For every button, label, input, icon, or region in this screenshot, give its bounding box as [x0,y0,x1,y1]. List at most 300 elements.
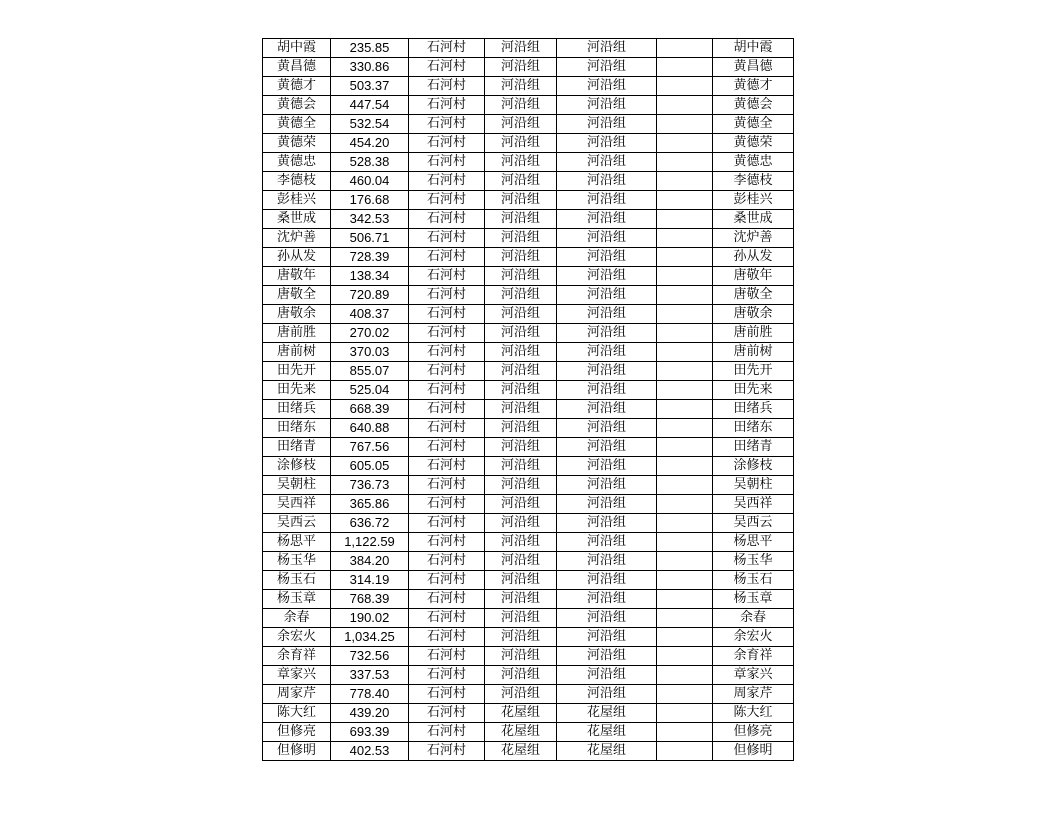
amount-cell: 447.54 [331,96,409,115]
group-cell: 河沿组 [485,172,557,191]
name-cell: 涂修枝 [263,457,331,476]
name-cell: 章家兴 [263,666,331,685]
group-repeat-cell: 河沿组 [557,305,657,324]
group-repeat-cell: 河沿组 [557,343,657,362]
amount-cell: 454.20 [331,134,409,153]
village-cell: 石河村 [409,685,485,704]
name-cell: 田绪东 [263,419,331,438]
village-cell: 石河村 [409,723,485,742]
name-cell: 但修明 [263,742,331,761]
group-repeat-cell: 河沿组 [557,590,657,609]
table-row [263,666,794,685]
blank-cell [657,704,713,723]
group-repeat-cell: 河沿组 [557,39,657,58]
blank-cell [657,324,713,343]
table-row [263,438,794,457]
table-row [263,647,794,666]
amount-cell: 778.40 [331,685,409,704]
name-repeat-cell: 余宏火 [713,628,794,647]
village-cell: 石河村 [409,628,485,647]
village-cell: 石河村 [409,381,485,400]
group-cell: 河沿组 [485,552,557,571]
amount-cell: 342.53 [331,210,409,229]
table-row [263,723,794,742]
name-cell: 黄德会 [263,96,331,115]
table-row [263,115,794,134]
blank-cell [657,381,713,400]
table-row [263,267,794,286]
amount-cell: 528.38 [331,153,409,172]
group-repeat-cell: 河沿组 [557,457,657,476]
name-cell: 黄昌德 [263,58,331,77]
amount-cell: 736.73 [331,476,409,495]
group-cell: 河沿组 [485,495,557,514]
table-row [263,609,794,628]
village-cell: 石河村 [409,438,485,457]
amount-cell: 855.07 [331,362,409,381]
group-repeat-cell: 河沿组 [557,381,657,400]
group-cell: 河沿组 [485,514,557,533]
group-cell: 河沿组 [485,286,557,305]
group-cell: 河沿组 [485,77,557,96]
village-cell: 石河村 [409,324,485,343]
amount-cell: 330.86 [331,58,409,77]
group-cell: 河沿组 [485,419,557,438]
group-repeat-cell: 河沿组 [557,647,657,666]
name-cell: 杨思平 [263,533,331,552]
name-cell: 孙从发 [263,248,331,267]
table-row [263,324,794,343]
group-repeat-cell: 河沿组 [557,153,657,172]
village-cell: 石河村 [409,77,485,96]
amount-cell: 767.56 [331,438,409,457]
blank-cell [657,343,713,362]
group-repeat-cell: 河沿组 [557,267,657,286]
table-row [263,476,794,495]
name-repeat-cell: 黄德才 [713,77,794,96]
name-cell: 唐敬全 [263,286,331,305]
blank-cell [657,77,713,96]
group-cell: 河沿组 [485,400,557,419]
name-repeat-cell: 沈炉善 [713,229,794,248]
name-repeat-cell: 黄昌德 [713,58,794,77]
village-cell: 石河村 [409,305,485,324]
name-cell: 黄德荣 [263,134,331,153]
name-repeat-cell: 田绪兵 [713,400,794,419]
group-cell: 河沿组 [485,628,557,647]
amount-cell: 408.37 [331,305,409,324]
name-cell: 吴西云 [263,514,331,533]
name-repeat-cell: 杨思平 [713,533,794,552]
group-repeat-cell: 河沿组 [557,96,657,115]
name-cell: 黄德全 [263,115,331,134]
name-repeat-cell: 彭桂兴 [713,191,794,210]
group-repeat-cell: 河沿组 [557,77,657,96]
amount-cell: 728.39 [331,248,409,267]
group-cell: 河沿组 [485,571,557,590]
name-repeat-cell: 杨玉章 [713,590,794,609]
village-cell: 石河村 [409,533,485,552]
group-cell: 河沿组 [485,609,557,628]
table-row [263,96,794,115]
table-row [263,286,794,305]
group-repeat-cell: 河沿组 [557,210,657,229]
group-cell: 河沿组 [485,248,557,267]
name-cell: 田先开 [263,362,331,381]
village-cell: 石河村 [409,39,485,58]
blank-cell [657,96,713,115]
table-row [263,704,794,723]
group-repeat-cell: 河沿组 [557,362,657,381]
village-cell: 石河村 [409,742,485,761]
table-row [263,153,794,172]
name-repeat-cell: 但修明 [713,742,794,761]
amount-cell: 525.04 [331,381,409,400]
group-repeat-cell: 河沿组 [557,229,657,248]
blank-cell [657,191,713,210]
name-repeat-cell: 黄德忠 [713,153,794,172]
amount-cell: 176.68 [331,191,409,210]
group-cell: 河沿组 [485,438,557,457]
blank-cell [657,153,713,172]
village-cell: 石河村 [409,419,485,438]
name-repeat-cell: 李德枝 [713,172,794,191]
name-repeat-cell: 唐前树 [713,343,794,362]
group-repeat-cell: 河沿组 [557,666,657,685]
table-row [263,58,794,77]
name-repeat-cell: 田先来 [713,381,794,400]
blank-cell [657,495,713,514]
name-cell: 黄德忠 [263,153,331,172]
ledger-body [263,39,794,761]
group-cell: 河沿组 [485,381,557,400]
group-repeat-cell: 河沿组 [557,533,657,552]
name-repeat-cell: 杨玉华 [713,552,794,571]
village-cell: 石河村 [409,210,485,229]
group-repeat-cell: 河沿组 [557,172,657,191]
village-cell: 石河村 [409,400,485,419]
table-row [263,381,794,400]
group-cell: 河沿组 [485,533,557,552]
group-repeat-cell: 河沿组 [557,286,657,305]
group-cell: 河沿组 [485,685,557,704]
blank-cell [657,305,713,324]
group-cell: 河沿组 [485,457,557,476]
table-row [263,419,794,438]
group-cell: 河沿组 [485,324,557,343]
name-cell: 吴朝柱 [263,476,331,495]
amount-cell: 235.85 [331,39,409,58]
table-row [263,628,794,647]
name-repeat-cell: 但修亮 [713,723,794,742]
table-row [263,77,794,96]
name-repeat-cell: 余育祥 [713,647,794,666]
name-repeat-cell: 田绪东 [713,419,794,438]
village-cell: 石河村 [409,172,485,191]
group-repeat-cell: 河沿组 [557,609,657,628]
blank-cell [657,419,713,438]
amount-cell: 720.89 [331,286,409,305]
amount-cell: 370.03 [331,343,409,362]
amount-cell: 439.20 [331,704,409,723]
name-cell: 李德枝 [263,172,331,191]
group-repeat-cell: 花屋组 [557,742,657,761]
amount-cell: 605.05 [331,457,409,476]
blank-cell [657,647,713,666]
name-cell: 田先来 [263,381,331,400]
name-cell: 余育祥 [263,647,331,666]
name-cell: 余春 [263,609,331,628]
name-cell: 但修亮 [263,723,331,742]
blank-cell [657,666,713,685]
name-cell: 唐敬余 [263,305,331,324]
blank-cell [657,590,713,609]
group-repeat-cell: 河沿组 [557,419,657,438]
group-cell: 花屋组 [485,742,557,761]
group-repeat-cell: 河沿组 [557,628,657,647]
group-cell: 河沿组 [485,191,557,210]
amount-cell: 337.53 [331,666,409,685]
blank-cell [657,58,713,77]
group-cell: 花屋组 [485,704,557,723]
name-cell: 田绪青 [263,438,331,457]
name-cell: 吴西祥 [263,495,331,514]
group-repeat-cell: 河沿组 [557,115,657,134]
group-cell: 河沿组 [485,153,557,172]
blank-cell [657,685,713,704]
blank-cell [657,533,713,552]
name-repeat-cell: 唐敬全 [713,286,794,305]
table-row [263,343,794,362]
blank-cell [657,438,713,457]
blank-cell [657,362,713,381]
amount-cell: 402.53 [331,742,409,761]
village-cell: 石河村 [409,571,485,590]
name-repeat-cell: 吴朝柱 [713,476,794,495]
name-repeat-cell: 黄德全 [713,115,794,134]
village-cell: 石河村 [409,590,485,609]
village-cell: 石河村 [409,362,485,381]
group-cell: 河沿组 [485,115,557,134]
table-row [263,590,794,609]
group-cell: 河沿组 [485,305,557,324]
blank-cell [657,115,713,134]
group-cell: 河沿组 [485,590,557,609]
village-cell: 石河村 [409,647,485,666]
group-cell: 河沿组 [485,267,557,286]
name-cell: 沈炉善 [263,229,331,248]
group-cell: 河沿组 [485,96,557,115]
amount-cell: 365.86 [331,495,409,514]
name-repeat-cell: 章家兴 [713,666,794,685]
table-row [263,552,794,571]
amount-cell: 693.39 [331,723,409,742]
amount-cell: 668.39 [331,400,409,419]
village-cell: 石河村 [409,514,485,533]
blank-cell [657,134,713,153]
group-repeat-cell: 河沿组 [557,552,657,571]
group-cell: 河沿组 [485,476,557,495]
name-repeat-cell: 涂修枝 [713,457,794,476]
name-repeat-cell: 田绪青 [713,438,794,457]
blank-cell [657,476,713,495]
blank-cell [657,286,713,305]
name-repeat-cell: 田先开 [713,362,794,381]
group-repeat-cell: 河沿组 [557,685,657,704]
name-repeat-cell: 杨玉石 [713,571,794,590]
village-cell: 石河村 [409,229,485,248]
blank-cell [657,39,713,58]
blank-cell [657,609,713,628]
name-cell: 陈大红 [263,704,331,723]
group-repeat-cell: 河沿组 [557,134,657,153]
amount-cell: 190.02 [331,609,409,628]
village-cell: 石河村 [409,115,485,134]
blank-cell [657,248,713,267]
blank-cell [657,552,713,571]
name-repeat-cell: 桑世成 [713,210,794,229]
name-repeat-cell: 黄德荣 [713,134,794,153]
group-repeat-cell: 河沿组 [557,248,657,267]
blank-cell [657,723,713,742]
amount-cell: 768.39 [331,590,409,609]
amount-cell: 138.34 [331,267,409,286]
name-cell: 余宏火 [263,628,331,647]
name-repeat-cell: 周家芹 [713,685,794,704]
name-repeat-cell: 吴西祥 [713,495,794,514]
group-cell: 河沿组 [485,647,557,666]
name-repeat-cell: 余春 [713,609,794,628]
table-row [263,495,794,514]
blank-cell [657,514,713,533]
village-cell: 石河村 [409,96,485,115]
amount-cell: 314.19 [331,571,409,590]
name-repeat-cell: 唐敬余 [713,305,794,324]
blank-cell [657,628,713,647]
name-cell: 唐前胜 [263,324,331,343]
village-cell: 石河村 [409,457,485,476]
name-repeat-cell: 胡中霞 [713,39,794,58]
name-cell: 田绪兵 [263,400,331,419]
name-cell: 黄德才 [263,77,331,96]
group-repeat-cell: 河沿组 [557,571,657,590]
name-repeat-cell: 唐敬年 [713,267,794,286]
blank-cell [657,400,713,419]
group-repeat-cell: 花屋组 [557,723,657,742]
amount-cell: 460.04 [331,172,409,191]
table-row [263,305,794,324]
group-cell: 河沿组 [485,666,557,685]
table-row [263,39,794,58]
name-cell: 彭桂兴 [263,191,331,210]
blank-cell [657,172,713,191]
blank-cell [657,571,713,590]
table-row [263,514,794,533]
group-cell: 花屋组 [485,723,557,742]
group-repeat-cell: 河沿组 [557,495,657,514]
table-row [263,362,794,381]
group-repeat-cell: 河沿组 [557,324,657,343]
group-cell: 河沿组 [485,134,557,153]
amount-cell: 532.54 [331,115,409,134]
village-cell: 石河村 [409,343,485,362]
name-cell: 杨玉章 [263,590,331,609]
table-row [263,229,794,248]
blank-cell [657,267,713,286]
group-cell: 河沿组 [485,58,557,77]
group-repeat-cell: 河沿组 [557,438,657,457]
table-row [263,685,794,704]
group-cell: 河沿组 [485,210,557,229]
village-cell: 石河村 [409,191,485,210]
table-row [263,172,794,191]
group-cell: 河沿组 [485,39,557,58]
table-row [263,457,794,476]
blank-cell [657,229,713,248]
name-repeat-cell: 唐前胜 [713,324,794,343]
village-cell: 石河村 [409,609,485,628]
amount-cell: 1,034.25 [331,628,409,647]
amount-cell: 732.56 [331,647,409,666]
group-repeat-cell: 河沿组 [557,476,657,495]
village-cell: 石河村 [409,153,485,172]
table-row [263,400,794,419]
table-row [263,742,794,761]
amount-cell: 384.20 [331,552,409,571]
amount-cell: 503.37 [331,77,409,96]
group-cell: 河沿组 [485,343,557,362]
village-cell: 石河村 [409,267,485,286]
name-cell: 桑世成 [263,210,331,229]
village-cell: 石河村 [409,476,485,495]
table-row [263,248,794,267]
village-cell: 石河村 [409,58,485,77]
village-cell: 石河村 [409,495,485,514]
ledger-table [262,38,794,761]
group-repeat-cell: 花屋组 [557,704,657,723]
village-cell: 石河村 [409,286,485,305]
name-repeat-cell: 陈大红 [713,704,794,723]
village-cell: 石河村 [409,134,485,153]
name-cell: 唐前树 [263,343,331,362]
blank-cell [657,742,713,761]
name-cell: 杨玉石 [263,571,331,590]
group-repeat-cell: 河沿组 [557,400,657,419]
village-cell: 石河村 [409,552,485,571]
village-cell: 石河村 [409,704,485,723]
name-repeat-cell: 黄德会 [713,96,794,115]
blank-cell [657,210,713,229]
table-row [263,191,794,210]
name-repeat-cell: 孙从发 [713,248,794,267]
name-cell: 胡中霞 [263,39,331,58]
name-cell: 杨玉华 [263,552,331,571]
group-repeat-cell: 河沿组 [557,514,657,533]
group-repeat-cell: 河沿组 [557,191,657,210]
amount-cell: 640.88 [331,419,409,438]
table-row [263,533,794,552]
amount-cell: 636.72 [331,514,409,533]
table-row [263,571,794,590]
amount-cell: 1,122.59 [331,533,409,552]
name-cell: 周家芹 [263,685,331,704]
blank-cell [657,457,713,476]
amount-cell: 506.71 [331,229,409,248]
village-cell: 石河村 [409,666,485,685]
village-cell: 石河村 [409,248,485,267]
group-cell: 河沿组 [485,362,557,381]
name-repeat-cell: 吴西云 [713,514,794,533]
